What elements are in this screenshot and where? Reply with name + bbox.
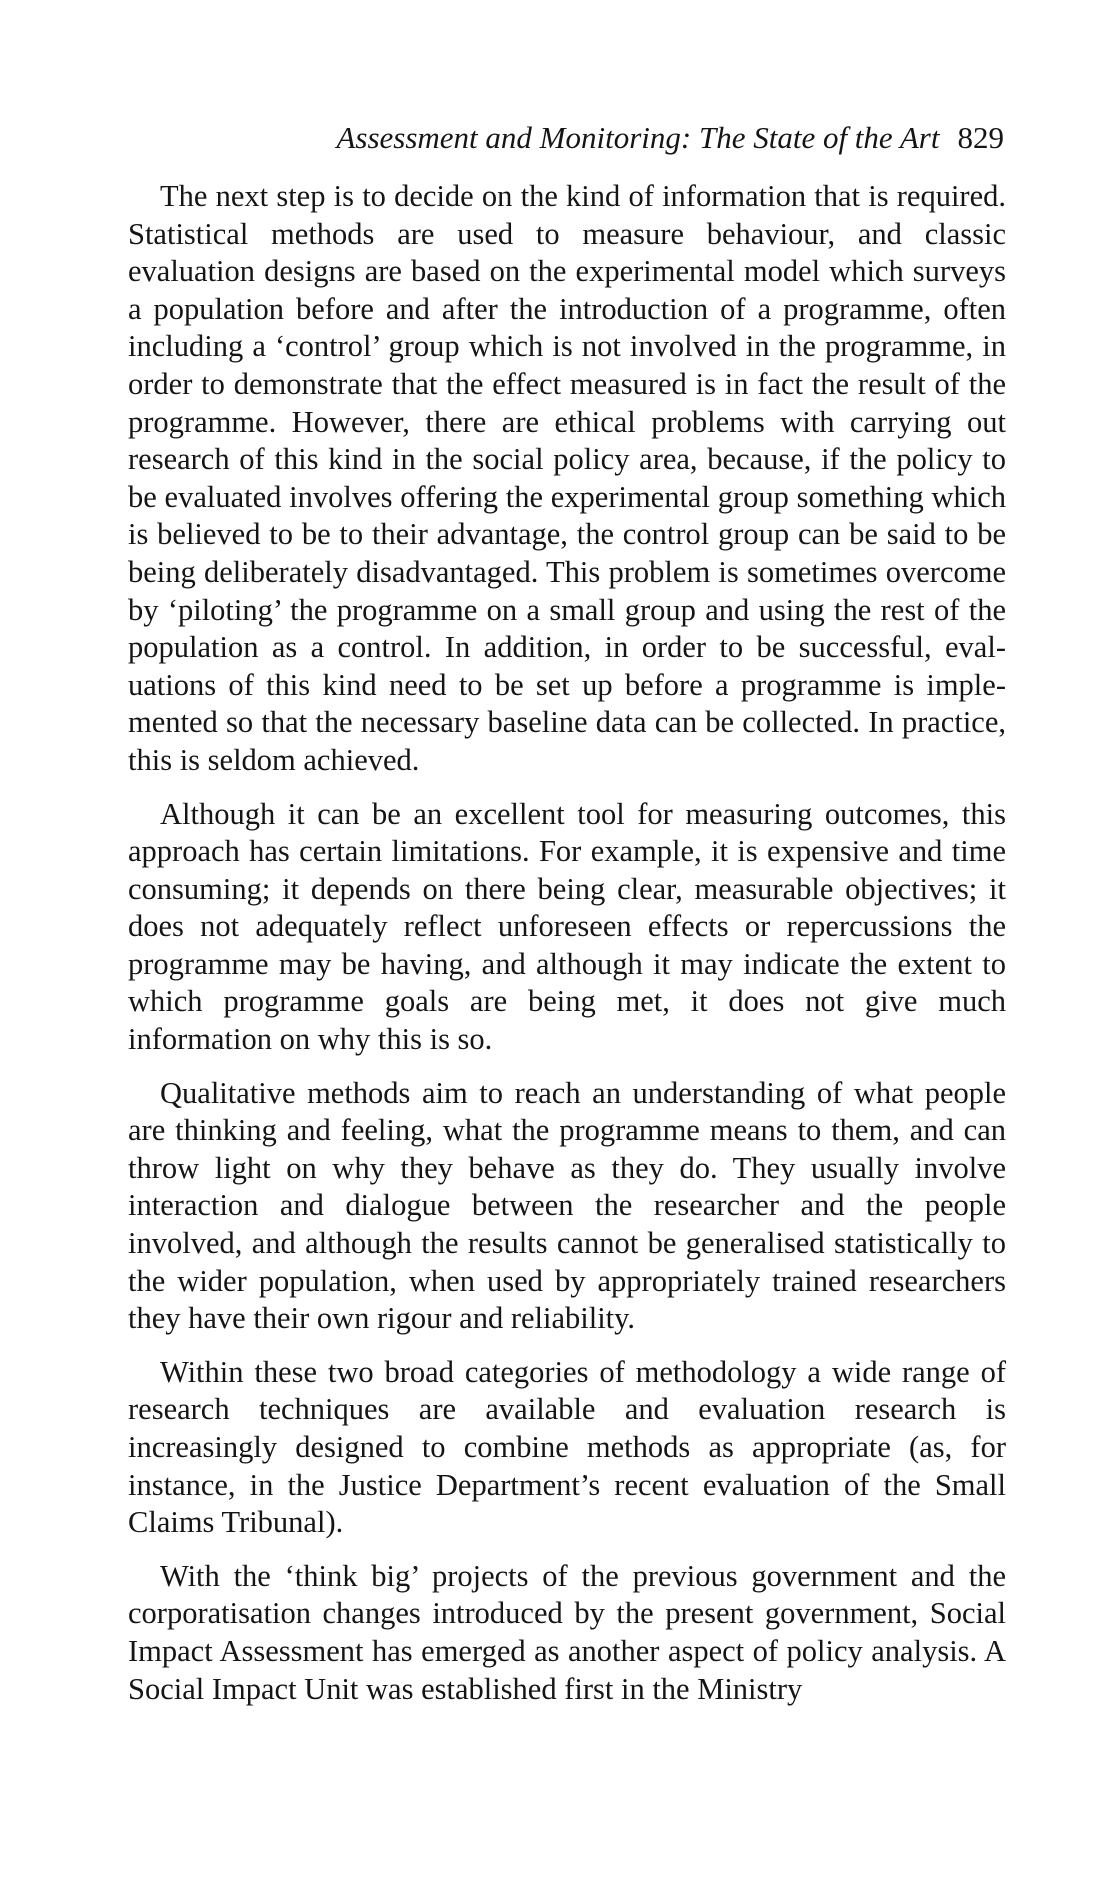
running-head: [128, 118, 1006, 158]
paragraph-information-required: The next step is to decide on the kind of information that is required. Statistical methods are used to measure behaviour, and classic evaluation designs are based on the experimental model which surveys a population before and after the introduction of a programme, often including a ‘control’ group which is not involved in the programme, in order to demonstrate that the effect measured is in fact the result of the programme. However, there are ethical problems with carrying out research of this kind in the social policy area, because, if the policy to be evaluated involves offering the experimental group something which is believed to be to their advantage, the control group can be said to be being deliberately disadvantaged. This problem is sometimes overcome by ‘piloting’ the programme on a small group and using the rest of the population as a control. In addition, in order to be successful, evaluations of this kind need to be set up before a programme is implemented so that the necessary baseline data can be collected. In practice, this is seldom achieved.: [128, 179, 1006, 777]
paragraph-approach-limitations: Although it can be an excellent tool for measuring outcomes, this approach has certain limitations. For example, it is expensive and time consuming; it depends on there being clear, measurable objectives; it does not adequately reflect unforeseen effects or repercussions the programme may be having, and although it may indicate the extent to which programme goals are being met, it does not give much information on why this is so.: [128, 796, 1006, 1057]
paragraph-social-impact-assessment: With the ‘think big’ projects of the previous government and the corporatisation changes introduced by the present government, Social Impact Assessment has emerged as another aspect of policy analysis. A Social Impact Unit was established first in the Ministry: [128, 1558, 1006, 1706]
paragraph-methodology-categories: Within these two broad categories of methodology a wide range of research techniques are available and evaluation research is increasingly designed to combine methods as appropriate (as, for instance, in the Justice Department’s recent evaluation of the Small Claims Tribunal).: [128, 1354, 1006, 1540]
paragraph-qualitative-methods: Qualitative methods aim to reach an understanding of what people are thinking and feeling, what the programme means to them, and can throw light on why they behave as they do. They usually involve interaction and dialogue between the researcher and the people involved, and although the results cannot be generalised statistically to the wider population, when used by appropriately trained researchers they have their own rigour and reliability.: [128, 1075, 1006, 1336]
running-title: Assessment and Monitoring: The State of the Art: [336, 120, 940, 155]
page-number: 829: [957, 120, 1004, 155]
book-page: [128, 118, 1006, 1724]
